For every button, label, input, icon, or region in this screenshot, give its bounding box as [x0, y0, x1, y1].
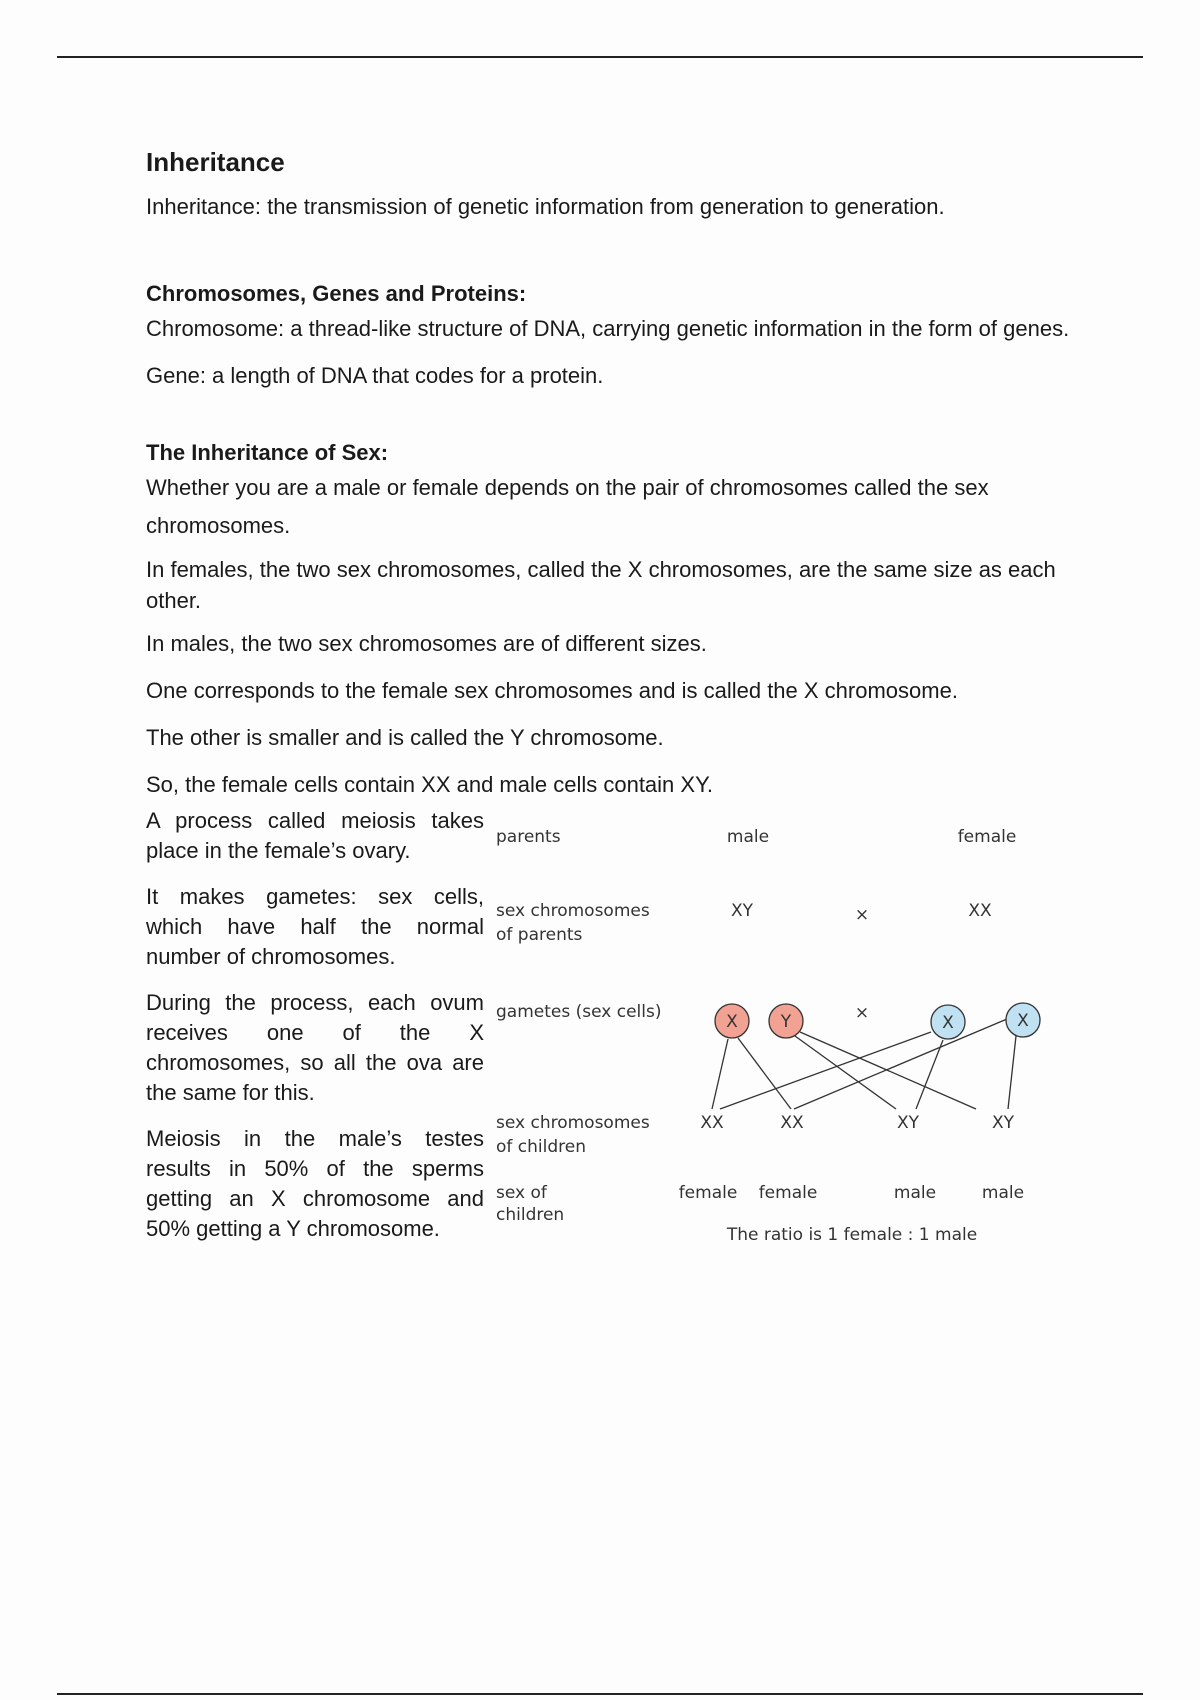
row-label-sex-chromosomes-parents-1: sex chromosomes: [496, 901, 650, 921]
cross-lines: [712, 1019, 1016, 1109]
row-label-sex-chromosomes-parents-2: of parents: [496, 925, 583, 945]
ratio-caption: The ratio is 1 female : 1 male: [726, 1225, 978, 1245]
parent-male-label: male: [726, 827, 770, 847]
sex-paragraph-6: So, the female cells contain XX and male cells contain XY.: [146, 772, 714, 797]
sex-paragraph-4: One corresponds to the female sex chromosomes and is called the X chromosome.: [146, 678, 958, 703]
gamete-male-x: [715, 1004, 749, 1038]
row-label-children-chromosomes-2: of children: [496, 1137, 586, 1157]
gamete-female-x-2-label: X: [1017, 1011, 1029, 1031]
line-ovum-x-male-x-to-child-2: [738, 1038, 791, 1109]
row-label-sex-children-2: children: [496, 1205, 565, 1225]
document-body: [146, 144, 1096, 1246]
meiosis-text-column: [146, 806, 484, 1260]
line-female-x1-to-child-3: [916, 1040, 943, 1109]
gamete-male-x-label: X: [726, 1012, 738, 1032]
female-genotype: XX: [968, 901, 992, 921]
bottom-rule: [57, 1693, 1143, 1695]
line-ovum-x-male-x-to-child-1: [712, 1039, 728, 1109]
meiosis-paragraph-4: Meiosis in the male’s testes results in 50% of the sperms getting an X chromosome and 50% getting a Y chromosome.: [146, 1126, 484, 1241]
sex-paragraph-5: The other is smaller and is called the Y chromosome.: [146, 725, 664, 750]
line-female-x2-to-child-2: [794, 1019, 1007, 1109]
meiosis-paragraph-1: A process called meiosis takes place in the female’s ovary.: [146, 808, 484, 863]
section-heading-chromosomes: Chromosomes, Genes and Proteins:: [146, 281, 527, 306]
gamete-female-x-1-label: X: [942, 1013, 954, 1033]
parent-female-label: female: [957, 827, 1017, 847]
meiosis-section: [146, 806, 1096, 1246]
sex-paragraph-2: In females, the two sex chromosomes, called the X chromosomes, are the same size as each other.: [146, 557, 1056, 613]
inheritance-diagram-svg: [496, 806, 1096, 1246]
row-label-gametes: gametes (sex cells): [496, 1002, 662, 1022]
gamete-male-y-label: Y: [780, 1012, 792, 1032]
row-label-sex-children-1: sex of: [496, 1183, 547, 1203]
child-1-genotype: XX: [700, 1113, 724, 1133]
page-title: Inheritance: [146, 147, 285, 177]
sex-paragraph-3: In males, the two sex chromosomes are of different sizes.: [146, 631, 707, 656]
intro-text: Inheritance: the transmission of genetic information from generation to generation.: [146, 194, 945, 219]
gamete-male-y: [769, 1004, 803, 1038]
section-heading-sex: The Inheritance of Sex:: [146, 440, 389, 465]
row-label-children-chromosomes-1: sex chromosomes: [496, 1113, 650, 1133]
child-4-genotype: XY: [991, 1113, 1015, 1133]
line-female-x2-to-child-4: [1008, 1036, 1016, 1109]
gametes-cross-symbol: ×: [854, 1003, 870, 1023]
top-rule: [57, 56, 1143, 58]
parents-cross-symbol: ×: [854, 905, 870, 925]
child-3-genotype: XY: [896, 1113, 920, 1133]
sex-paragraph-1: Whether you are a male or female depends on the pair of chromosomes called the sex chromosomes.: [146, 475, 989, 538]
male-genotype: XY: [730, 901, 754, 921]
meiosis-paragraph-2: It makes gametes: sex cells, which have half the normal number of chromosomes.: [146, 884, 484, 969]
child-3-sex: male: [893, 1183, 937, 1203]
chromosome-definition: Chromosome: a thread-like structure of DNA, carrying genetic information in the form of genes.: [146, 316, 1070, 341]
gene-definition: Gene: a length of DNA that codes for a protein.: [146, 363, 604, 388]
child-2-genotype: XX: [780, 1113, 804, 1133]
gamete-female-x-1: [931, 1005, 965, 1039]
row-label-parents: parents: [496, 827, 561, 847]
child-4-sex: male: [981, 1183, 1025, 1203]
inheritance-diagram: [496, 806, 1096, 1246]
meiosis-paragraph-3: During the process, each ovum receives one of the X chromosomes, so all the ova are the same for this.: [146, 990, 484, 1105]
child-2-sex: female: [758, 1183, 818, 1203]
child-1-sex: female: [678, 1183, 738, 1203]
gamete-female-x-2: [1006, 1003, 1040, 1037]
